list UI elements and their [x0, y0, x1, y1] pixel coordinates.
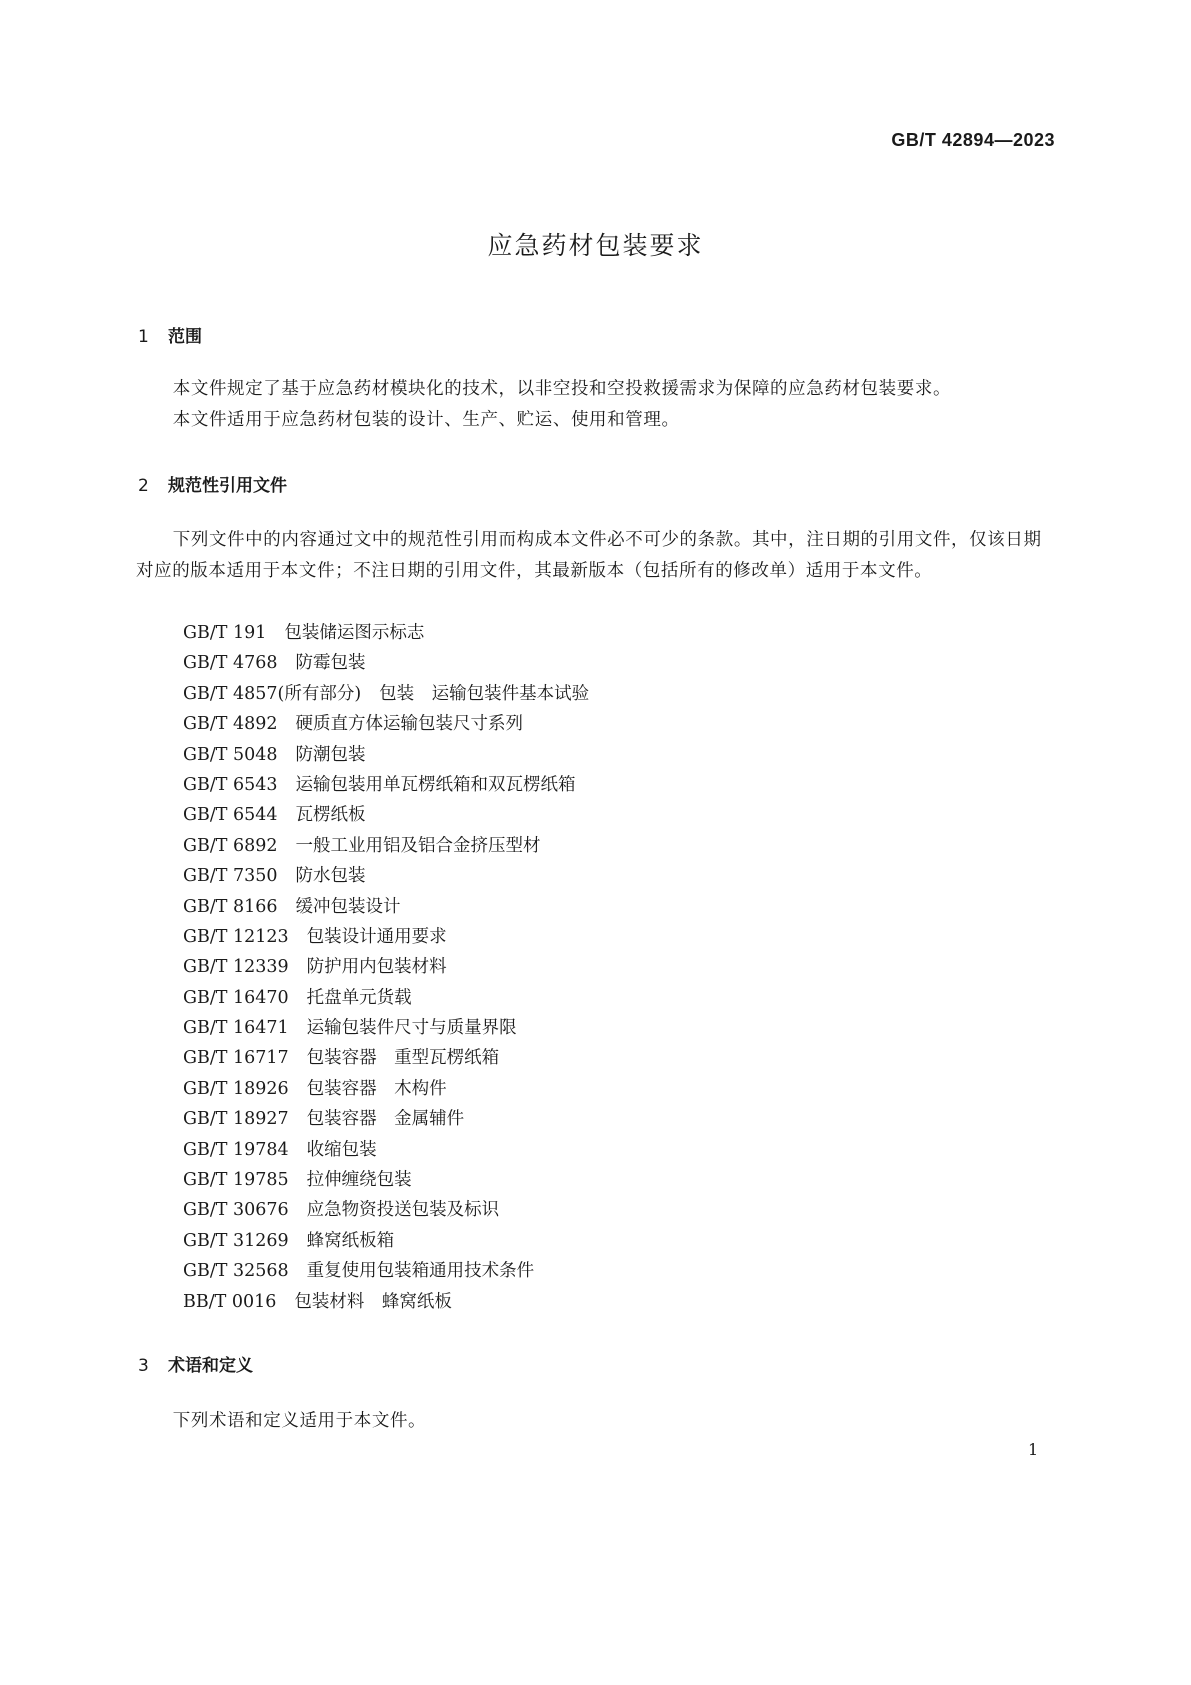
reference-code: GB/T 18926 — [183, 1078, 289, 1099]
standard-number: GB/T 42894—2023 — [891, 130, 1055, 150]
reference-title: 应急物资投送包装及标识 — [306, 1200, 500, 1221]
section-heading-normative-references — [138, 471, 287, 496]
reference-code: GB/T 6544 — [183, 805, 278, 826]
reference-item — [183, 770, 589, 800]
paragraph: 本文件适用于应急药材包装的设计、生产、贮运、使用和管理。 — [172, 410, 680, 430]
reference-code: GB/T 19784 — [183, 1139, 289, 1160]
reference-item — [183, 1195, 589, 1225]
reference-title: 包装设计通用要求 — [306, 926, 447, 947]
reference-item — [183, 831, 589, 861]
reference-title: 拉伸缠绕包装 — [306, 1170, 412, 1191]
reference-code: GB/T 4857(所有部分) — [183, 683, 362, 704]
reference-title: 防霉包装 — [295, 653, 366, 674]
scope-text — [136, 374, 1056, 436]
reference-title: 重复使用包装箱通用技术条件 — [306, 1261, 535, 1282]
reference-title: 运输包装用单瓦楞纸箱和双瓦楞纸箱 — [295, 774, 576, 795]
reference-item — [183, 1074, 589, 1104]
page-number: 1 — [1028, 1440, 1039, 1459]
reference-title: 包装容器 重型瓦楞纸箱 — [306, 1048, 500, 1069]
section-number: 2 — [138, 476, 149, 496]
section-title: 规范性引用文件 — [168, 476, 287, 496]
reference-item — [183, 1287, 589, 1317]
reference-item — [183, 1104, 589, 1134]
reference-title: 托盘单元货载 — [306, 987, 412, 1008]
reference-item — [183, 740, 589, 770]
reference-code: GB/T 6543 — [183, 774, 278, 795]
section-title: 术语和定义 — [168, 1356, 253, 1376]
reference-list — [183, 618, 589, 1317]
reference-code: GB/T 5048 — [183, 744, 278, 765]
reference-item — [183, 1226, 589, 1256]
reference-title: 防水包装 — [295, 866, 366, 887]
reference-code: GB/T 16717 — [183, 1048, 289, 1069]
reference-item — [183, 952, 589, 982]
reference-title: 收缩包装 — [306, 1139, 377, 1160]
section-title: 范围 — [168, 327, 202, 347]
reference-title: 蜂窝纸板箱 — [306, 1230, 395, 1251]
reference-item — [183, 983, 589, 1013]
reference-title: 防护用内包装材料 — [306, 957, 447, 978]
reference-title: 缓冲包装设计 — [295, 896, 401, 917]
reference-title: 包装容器 金属辅件 — [306, 1109, 465, 1130]
reference-item — [183, 1013, 589, 1043]
reference-code: GB/T 18927 — [183, 1109, 289, 1130]
reference-item — [183, 1043, 589, 1073]
reference-item — [183, 892, 589, 922]
document-title: 应急药材包装要求 — [487, 231, 704, 260]
reference-item — [183, 1135, 589, 1165]
reference-item — [183, 1165, 589, 1195]
section-heading-terms — [138, 1351, 253, 1376]
reference-title: 一般工业用铝及铝合金挤压型材 — [295, 835, 541, 856]
reference-item — [183, 679, 589, 709]
terms-intro — [136, 1406, 1056, 1437]
reference-title: 硬质直方体运输包装尺寸系列 — [295, 714, 524, 735]
reference-code: GB/T 12339 — [183, 957, 289, 978]
reference-code: GB/T 191 — [183, 623, 267, 643]
section-number: 1 — [138, 327, 149, 347]
reference-code: GB/T 4892 — [183, 714, 278, 735]
reference-code: GB/T 16471 — [183, 1018, 289, 1039]
section-heading-scope — [138, 322, 202, 347]
reference-item — [183, 709, 589, 739]
reference-code: GB/T 31269 — [183, 1230, 289, 1251]
reference-code: GB/T 30676 — [183, 1200, 289, 1221]
paragraph: 下列术语和定义适用于本文件。 — [172, 1411, 427, 1431]
paragraph: 本文件规定了基于应急药材模块化的技术，以非空投和空投救援需求为保障的应急药材包装要求。 — [172, 379, 952, 399]
reference-item — [183, 648, 589, 678]
reference-item — [183, 800, 589, 830]
reference-code: GB/T 32568 — [183, 1261, 289, 1282]
reference-title: 包装材料 蜂窝纸板 — [294, 1291, 452, 1312]
reference-code: GB/T 6892 — [183, 835, 278, 856]
paragraph: 下列文件中的内容通过文中的规范性引用而构成本文件必不可少的条款。其中，注日期的引用文件，仅该日期对应的版本适用于本文件；不注日期的引用文件，其最新版本（包括所有的修改单）适用于本文件。 — [136, 530, 1042, 581]
reference-code: GB/T 8166 — [183, 896, 278, 917]
reference-title: 瓦楞纸板 — [295, 805, 366, 826]
reference-title: 运输包装件尺寸与质量界限 — [306, 1018, 517, 1039]
reference-title: 包装储运图示标志 — [284, 623, 425, 643]
section-number: 3 — [138, 1356, 149, 1376]
reference-code: GB/T 16470 — [183, 987, 289, 1008]
reference-item — [183, 922, 589, 952]
reference-title: 包装 运输包装件基本试验 — [379, 683, 590, 704]
reference-title: 防潮包装 — [295, 744, 366, 765]
reference-code: GB/T 12123 — [183, 926, 289, 947]
reference-item — [183, 861, 589, 891]
reference-title: 包装容器 木构件 — [306, 1078, 447, 1099]
reference-code: BB/T 0016 — [183, 1291, 277, 1312]
reference-code: GB/T 7350 — [183, 866, 278, 887]
references-intro — [136, 525, 1056, 587]
reference-item — [183, 618, 589, 648]
reference-code: GB/T 4768 — [183, 653, 278, 674]
reference-code: GB/T 19785 — [183, 1170, 289, 1191]
reference-item — [183, 1256, 589, 1286]
